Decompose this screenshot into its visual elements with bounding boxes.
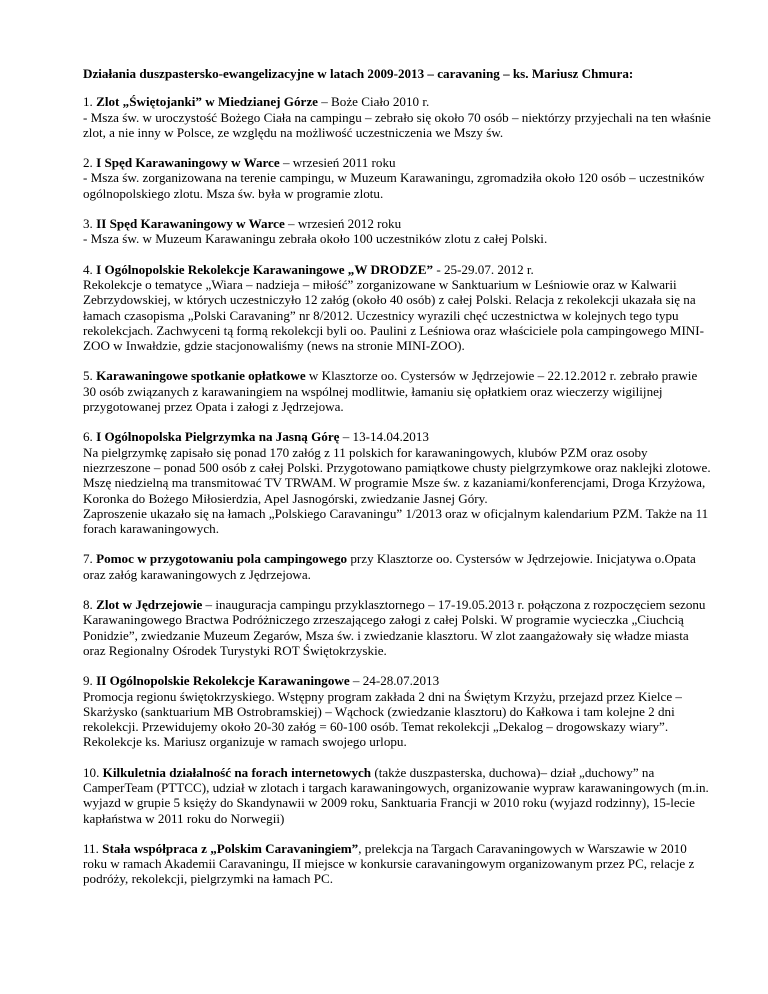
item-heading-rest: przy Klasztorze oo. Cystersów w Jędrzejowie. Inicjatywa o.Opata oraz załóg karawaningowych z Jędrzejowa.: [83, 551, 696, 582]
list-item: [83, 429, 712, 536]
item-body-text: Zaproszenie ukazało się na łamach „Polskiego Caravaningu” 1/2013 oraz w oficjalnym kalendarium PZM. Także na 11 forach karawaningowych.: [83, 505, 709, 537]
item-heading-rest: , prelekcja na Targach Caravaningowych w Warszawie w 2010 roku w ramach Akademii Caravaningu, II miejsce w konkursie caravaningowym organizowanym przez PC, relacje z podróży, rekolekcji, pielgrzymki na łamach PC.: [83, 840, 695, 887]
item-heading: [83, 841, 712, 887]
item-heading: [83, 94, 712, 109]
list-item: [83, 368, 712, 414]
item-number: 8.: [83, 597, 93, 613]
item-heading: [83, 368, 712, 414]
item-heading-rest: – wrzesień 2011 roku: [279, 155, 396, 171]
item-bold-title: Stała współpraca z „Polskim Caravaningiem”: [102, 840, 359, 856]
item-heading-rest: – 13-14.04.2013: [339, 429, 429, 445]
item-number: 11.: [83, 840, 99, 856]
list-item: [83, 765, 712, 826]
list-item: [83, 94, 712, 140]
item-number: 9.: [83, 673, 93, 689]
item-heading-rest: - 25-29.07. 2012 r.: [433, 261, 534, 277]
list-item: [83, 262, 712, 354]
item-bold-title: I Ogólnopolskie Rekolekcje Karawaningowe „W DRODZE”: [96, 261, 434, 277]
item-heading: [83, 551, 712, 582]
item-number: 3.: [83, 216, 93, 232]
item-body-text: Na pielgrzymkę zapisało się ponad 170 załóg z 11 polskich for karawaningowych, klubów PZM oraz osoby niezrzeszone – ponad 500 osób z całej Polski. Przygotowano pamiątkowe chusty pielgrzymkowe oraz naklejki zlotowe. Mszę niedzielną ma transmitować TV TRWAM. W programie Msze św. z kazaniami/konferencjami, Droga Krzyżowa, Koronka do Bożego Miłosierdzia, Apel Jasnogórski, zwiedzanie Jasnej Góry.: [83, 444, 711, 506]
item-heading-rest: – 24-28.07.2013: [349, 673, 440, 689]
item-number: 10.: [83, 764, 100, 780]
item-heading-rest: – Boże Ciało 2010 r.: [317, 94, 430, 110]
item-bold-title: I Ogólnopolska Pielgrzymka na Jasną Górę: [96, 429, 340, 445]
item-bold-title: Kilkuletnia działalność na forach internetowych: [102, 764, 372, 780]
item-heading: [83, 262, 712, 277]
items-list: [83, 94, 712, 886]
item-heading: [83, 216, 712, 231]
item-body-text: Rekolekcje o tematyce „Wiara – nadzieja – miłość” zorganizowane w Sanktuarium w Leśniowie oraz w Kalwarii Zebrzydowskiej, w których uczestniczyło 12 załóg (około 40 osób) z całej Polski. Relacja z rekolekcji ukazała się na łamach czasopisma „Polski Caravaning” nr 8/2012. Uczestnicy wyrazili chęć uczestnictwa w kolejnych tego typu rekolekcjach. Zachwyceni tą formą rekolekcji byli oo. Paulini z Leśniowa oraz właściciele pola campingowego MINI-ZOO w Inwałdzie, gdzie stacjonowaliśmy (news na stronie MINI-ZOO).: [83, 276, 704, 354]
list-item: [83, 673, 712, 749]
list-item: [83, 597, 712, 658]
item-body-text: - Msza św. w uroczystość Bożego Ciała na campingu – zebrało się około 70 osób – niektórzy przyjechali na ten właśnie zlot, a nie inny w Polsce, ze względu na możliwość uczestniczenia we Mszy św.: [83, 109, 711, 140]
list-item: [83, 841, 712, 887]
item-number: 6.: [83, 429, 93, 445]
list-item: [83, 155, 712, 201]
list-item: [83, 551, 712, 582]
item-body-text: - Msza św. zorganizowana na terenie campingu, w Muzeum Karawaningu, zgromadziła około 120 osób – uczestników ogólnopolskiego zlotu. Msza św. była w programie zlotu.: [83, 170, 705, 201]
item-bold-title: I Spęd Karawaningowy w Warce: [96, 155, 280, 171]
item-bold-title: Karawaningowe spotkanie opłatkowe: [96, 368, 306, 384]
item-heading-rest: – inauguracja campingu przyklasztornego – 17-19.05.2013 r. połączona z rozpoczęciem sezonu Karawaningowego Bractwa Podróżniczego zrzeszającego załogi z całej Polski. W programie wycieczka „Ciuchcią Ponidzie”, zwiedzanie Muzeum Zegarów, Msza św. i zwiedzanie klasztoru. W zlot zaangażowały się władze miasta oraz Regionalny Ośrodek Turystyki ROT Świętokrzyskie.: [83, 597, 706, 658]
item-number: 7.: [83, 551, 93, 567]
item-heading: [83, 673, 712, 688]
item-heading: [83, 597, 712, 658]
item-heading: [83, 765, 712, 826]
item-number: 5.: [83, 368, 93, 384]
item-bold-title: II Spęd Karawaningowy w Warce: [96, 216, 285, 232]
item-heading-rest: (także duszpasterska, duchowa)– dział „duchowy” na CamperTeam (PTTCC), udział w zlotach i targach karawaningowych, organizowanie wypraw karawaningowych (m.in. wyjazd w grupie 5 księży do Skandynawii w 2009 roku, Sanktuaria Francji w 2010 roku (wyjazd rodzinny), 15-lecie kapłaństwa w 2011 roku do Norwegii): [83, 764, 709, 826]
item-number: 4.: [83, 261, 93, 277]
item-heading-rest: – wrzesień 2012 roku: [284, 216, 402, 232]
item-number: 1.: [83, 94, 93, 110]
item-bold-title: Zlot „Świętojanki” w Miedzianej Górze: [96, 94, 318, 110]
item-heading: [83, 155, 712, 170]
item-heading: [83, 429, 712, 444]
list-item: [83, 216, 712, 247]
item-bold-title: Zlot w Jędrzejowie: [96, 597, 203, 613]
item-bold-title: II Ogólnopolskie Rekolekcje Karawaningowe: [96, 673, 350, 689]
item-body-text: - Msza św. w Muzeum Karawaningu zebrała około 100 uczestników zlotu z całej Polski.: [83, 231, 548, 247]
item-number: 2.: [83, 155, 93, 171]
item-body-text: Promocja regionu świętokrzyskiego. Wstępny program zakłada 2 dni na Świętym Krzyżu, przejazd przez Kielce – Skarżysko (sanktuarium MB Ostrobramskiej) – Wąchock (zwiedzanie klasztoru) do Kałkowa i tam kolejne 2 dni rekolekcji. Przewidujemy około 20-30 załóg = 60-100 osób. Temat rekolekcji „Dekalog – drogowskazy wiary”. Rekolekcje ks. Mariusz organizuje w ramach swojego urlopu.: [83, 688, 682, 750]
item-bold-title: Pomoc w przygotowaniu pola campingowego: [96, 551, 348, 567]
document-title: Działania duszpastersko-ewangelizacyjne w latach 2009-2013 – caravaning – ks. Mariusz Chmura:: [83, 66, 634, 81]
item-heading-rest: w Klasztorze oo. Cystersów w Jędrzejowie – 22.12.2012 r. zebrało prawie 30 osób związanych z karawaningiem na wspólnej modlitwie, łamaniu się opłatkiem oraz wieczerzy wigilijnej przygotowanej przez Opata i załogi z Jędrzejowa.: [83, 368, 698, 415]
